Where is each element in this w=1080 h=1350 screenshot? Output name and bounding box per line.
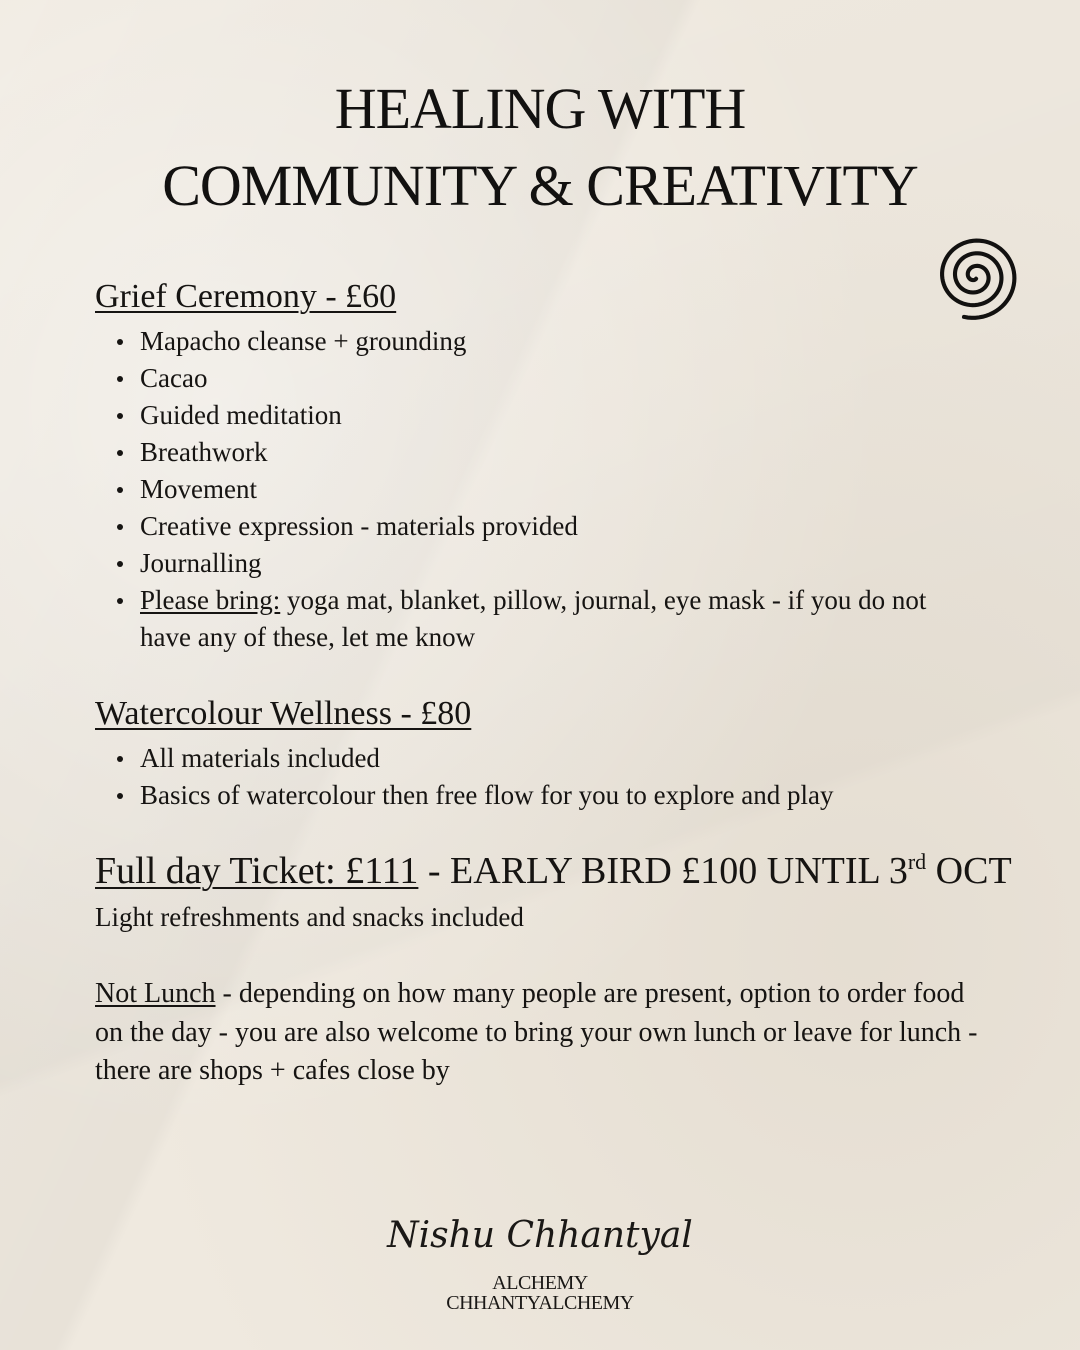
list-item: Creative expression - materials provided xyxy=(95,508,960,545)
signature: Nishu Chhantyal xyxy=(387,1215,693,1256)
early-bird-month: OCT xyxy=(926,850,1012,892)
please-bring-label: Please bring: xyxy=(140,585,281,615)
early-bird-text: - EARLY BIRD £100 UNTIL 3 xyxy=(418,850,908,892)
lunch-note xyxy=(95,975,995,1091)
full-day-ticket-line xyxy=(95,849,1012,892)
list-item: Basics of watercolour then free flow for you to explore and play xyxy=(95,777,834,814)
grief-ceremony-heading: Grief Ceremony - £60 xyxy=(95,278,397,315)
lunch-text: - depending on how many people are present, option to order food on the day - you are also welcome to bring your own lunch or leave for lunch - there are shops + cafes close by xyxy=(95,978,978,1086)
brand-line-1: ALCHEMY xyxy=(492,1272,588,1294)
list-item: Mapacho cleanse + grounding xyxy=(95,323,960,360)
list-item-please-bring xyxy=(95,582,960,656)
brand-line-2: CHHANTYALCHEMY xyxy=(446,1292,634,1314)
early-bird-ordinal: rd xyxy=(907,849,927,874)
grief-ceremony-section xyxy=(95,280,960,656)
not-lunch-label: Not Lunch xyxy=(95,978,216,1009)
list-item: Movement xyxy=(95,471,960,508)
list-item: Journalling xyxy=(95,545,960,582)
page-title-line-2: COMMUNITY & CREATIVITY xyxy=(162,153,918,218)
full-day-ticket-label: Full day Ticket: £111 xyxy=(95,850,419,892)
page-title-line-1: HEALING WITH xyxy=(334,76,746,141)
list-item: Breathwork xyxy=(95,434,960,471)
please-bring-text: yoga mat, blanket, pillow, journal, eye mask - if you do not have any of these, let me know xyxy=(140,585,927,652)
grief-ceremony-list xyxy=(95,323,960,656)
watercolour-wellness-heading: Watercolour Wellness - £80 xyxy=(95,695,472,732)
list-item: All materials included xyxy=(95,740,834,777)
watercolour-wellness-list xyxy=(95,740,834,814)
list-item: Guided meditation xyxy=(95,397,960,434)
refreshments-note: Light refreshments and snacks included xyxy=(95,902,524,932)
list-item: Cacao xyxy=(95,360,960,397)
watercolour-wellness-section xyxy=(95,697,834,814)
